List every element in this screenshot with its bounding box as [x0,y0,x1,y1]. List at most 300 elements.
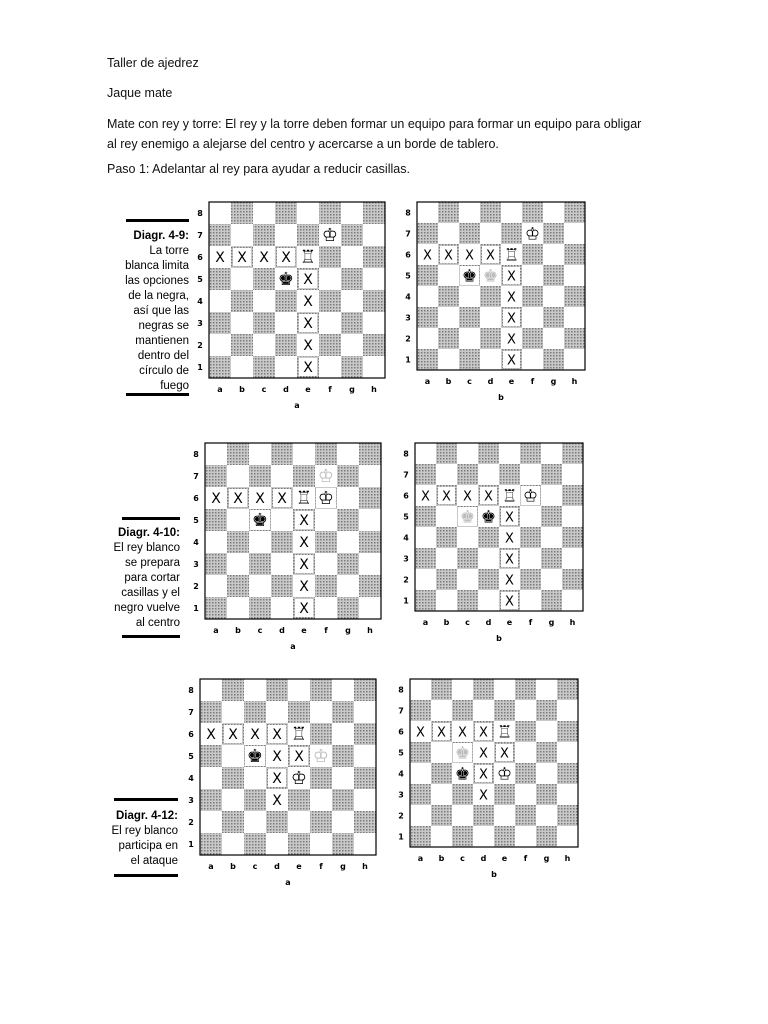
board-square [337,509,359,531]
board-square [520,590,541,611]
ghost-white-king-icon: ♔ [312,746,330,767]
board-square [436,443,457,464]
file-label: c [460,854,465,863]
x-mark: X [484,489,493,505]
step-1-text: Paso 1: Adelantar al rey para ayudar a reducir casillas. [107,162,410,176]
board-square [244,701,266,723]
chess-diagram-4-9-a [189,202,389,418]
board-square [332,767,354,789]
board-square [310,723,332,745]
file-label: f [319,862,323,871]
board-square [436,506,457,527]
board-square [543,286,564,307]
board-square [557,763,578,784]
board-square [564,202,585,223]
board-square [227,465,249,487]
board-square [410,763,431,784]
board-square [480,202,501,223]
board-square [564,223,585,244]
file-label: b [239,385,245,394]
black-king-icon: ♚ [480,507,497,528]
board-square [200,745,222,767]
board-square [249,597,271,619]
file-label: g [340,862,346,871]
caption-title: Diagr. 4-12: [116,810,178,822]
caption-line: mantienen [135,335,189,347]
board-square [297,202,319,224]
board-square [310,679,332,701]
white-rook-icon: ♖ [299,247,317,268]
board-square [332,811,354,833]
x-mark: X [479,767,488,783]
rank-label: 1 [405,355,411,365]
file-label: a [417,854,424,863]
file-label: d [279,626,285,635]
board-square [541,464,562,485]
diagram-sublabel: b [491,870,497,879]
board-square [536,679,557,700]
board-square [205,465,227,487]
caption-line: para cortar [124,572,180,584]
x-mark: X [303,338,313,354]
board-square [564,349,585,370]
board-square [354,723,376,745]
board-square [522,349,543,370]
board-square [341,334,363,356]
board-square [354,789,376,811]
file-label: d [283,385,289,394]
board-square [478,527,499,548]
board-square [436,590,457,611]
board-square [459,202,480,223]
board-square [205,531,227,553]
x-mark: X [479,788,488,804]
board-square [562,485,583,506]
board-square [478,569,499,590]
board-square [473,700,494,721]
board-square [249,531,271,553]
board-square [222,789,244,811]
board-square [431,805,452,826]
rank-label: 1 [403,596,409,606]
board-square [293,443,315,465]
file-label: h [371,385,377,394]
file-label: c [467,377,472,386]
white-rook-icon: ♖ [503,245,520,266]
x-mark: X [299,513,309,529]
board-square [310,811,332,833]
file-label: g [345,626,351,635]
board-square [288,833,310,855]
black-king-icon: ♚ [461,266,478,287]
board-square [231,290,253,312]
rank-label: 3 [403,554,409,564]
document-title: Taller de ajedrez [107,56,199,70]
board-square [209,290,231,312]
board-square [452,784,473,805]
board-square [332,745,354,767]
board-square [315,553,337,575]
x-mark: X [437,725,446,741]
file-label: h [362,862,368,871]
board-square [431,679,452,700]
x-mark: X [303,316,313,332]
caption-rule-bottom-1 [126,393,189,396]
rank-label: 7 [405,229,411,239]
x-mark: X [505,531,514,547]
caption-line: dentro del [137,350,189,362]
board-square [310,789,332,811]
file-label: f [528,618,533,627]
board-square [499,443,520,464]
board-square [266,833,288,855]
board-square [410,700,431,721]
caption-diagr-4-10 [104,526,180,631]
rank-label: 7 [403,470,409,480]
rank-label: 5 [193,516,199,525]
white-rook-icon: ♖ [501,486,518,507]
board-square [337,553,359,575]
rank-label: 7 [188,708,194,717]
board-square [478,548,499,569]
board-square [341,268,363,290]
board-square [536,742,557,763]
board-square [459,307,480,328]
file-label: e [301,626,307,635]
board-square [410,826,431,847]
board-square [244,833,266,855]
black-king-icon: ♚ [277,269,295,290]
board-square [359,553,381,575]
board-square [499,464,520,485]
x-mark: X [250,727,260,743]
black-king-icon: ♚ [246,746,264,767]
rank-label: 5 [398,748,404,758]
board-square [431,826,452,847]
board-square [562,569,583,590]
chess-diagram-4-12-b [390,679,582,887]
caption-line: círculo de [139,365,189,377]
board-square [319,290,341,312]
board-square [315,597,337,619]
file-label: b [443,618,450,627]
board-square [332,789,354,811]
board-square [515,805,536,826]
board-square [436,527,457,548]
rank-label: 2 [197,341,203,350]
board-square [337,575,359,597]
board-square [415,569,436,590]
board-square [363,202,385,224]
board-square [231,312,253,334]
board-square [337,597,359,619]
file-label: a [422,618,429,627]
board-square [543,244,564,265]
intro-paragraph [107,114,641,154]
caption-diagr-4-12 [98,809,178,869]
caption-rule-top-3 [114,798,178,801]
diagram-sublabel: b [498,393,504,402]
caption-line: las opciones [125,275,189,287]
board-square [415,548,436,569]
board-square [520,548,541,569]
x-mark: X [465,248,474,264]
rank-label: 8 [197,209,203,218]
board-square [337,487,359,509]
board-square [415,464,436,485]
board-square [541,590,562,611]
file-label: h [367,626,373,635]
board-square [480,328,501,349]
board-square [200,789,222,811]
board-square [341,312,363,334]
diagram-sublabel: a [290,642,296,651]
caption-line: El rey blanco [113,542,180,554]
board-square [363,312,385,334]
rank-label: 1 [398,832,404,842]
board-square [457,548,478,569]
board-square [275,224,297,246]
rank-label: 8 [193,450,199,459]
file-label: g [550,377,557,386]
board-square [209,224,231,246]
board-square [253,356,275,378]
board-square [227,553,249,575]
board-square [200,701,222,723]
board-square [457,464,478,485]
board-square [562,506,583,527]
board-square [275,290,297,312]
board-square [557,805,578,826]
file-label: c [252,862,258,871]
board-square [222,811,244,833]
white-rook-icon: ♖ [290,724,308,745]
intro-line-1: Mate con rey y torre: El rey y la torre deben formar un equipo para formar un equipo para obligar [107,117,642,131]
file-label: b [230,862,236,871]
board-square [410,805,431,826]
x-mark: X [505,573,514,589]
rank-label: 4 [188,774,194,783]
rank-label: 3 [193,560,199,569]
rank-label: 4 [193,538,199,547]
caption-line: negro vuelve [114,602,180,614]
board-square [332,833,354,855]
file-label: f [324,626,328,635]
black-king-icon: ♚ [251,510,269,531]
board-square [354,767,376,789]
file-label: d [485,618,492,627]
board-square [354,679,376,701]
board-square [541,485,562,506]
rank-label: 1 [188,840,194,849]
board-square [562,464,583,485]
board-square [354,745,376,767]
x-mark: X [255,491,265,507]
board-square [541,443,562,464]
board-square [536,721,557,742]
board-square [275,334,297,356]
board-square [564,307,585,328]
x-mark: X [272,771,282,787]
file-label: g [349,385,355,394]
board-square [310,701,332,723]
board-square [473,805,494,826]
board-square [438,307,459,328]
board-square [515,700,536,721]
rank-label: 8 [403,449,409,459]
board-square [515,763,536,784]
board-square [275,202,297,224]
caption-rule-bottom-3 [114,874,178,877]
rank-label: 2 [405,334,411,344]
diagram-sublabel: b [496,634,502,643]
caption-title: Diagr. 4-9: [133,230,189,242]
board-square [341,224,363,246]
rank-label: 6 [188,730,194,739]
rank-label: 6 [398,727,404,737]
board-square [244,811,266,833]
board-square [231,224,253,246]
x-mark: X [416,725,425,741]
board-square [520,443,541,464]
rank-label: 3 [398,790,404,800]
diagram-sublabel: a [294,401,300,410]
board-square [536,784,557,805]
board-square [438,328,459,349]
board-square [205,597,227,619]
file-label: e [508,377,515,386]
board-square [473,826,494,847]
board-square [227,575,249,597]
board-square [564,265,585,286]
file-label: h [564,854,571,863]
x-mark: X [463,489,472,505]
x-mark: X [303,360,313,376]
board-square [543,328,564,349]
file-label: e [506,618,513,627]
x-mark: X [479,725,488,741]
board-square [436,569,457,590]
x-mark: X [299,579,309,595]
board-square [337,465,359,487]
caption-line: blanca limita [125,260,189,272]
board-square [209,202,231,224]
board-square [359,531,381,553]
board-square [417,349,438,370]
board-square [515,826,536,847]
x-mark: X [303,272,313,288]
board-square [543,349,564,370]
rank-label: 4 [398,769,404,779]
board-square [363,224,385,246]
board-square [253,224,275,246]
board-square [541,506,562,527]
board-square [417,265,438,286]
board-square [438,286,459,307]
board-square [227,597,249,619]
rank-label: 5 [188,752,194,761]
x-mark: X [505,552,514,568]
caption-line: La torre [149,245,189,257]
board-square [522,328,543,349]
board-square [452,826,473,847]
rank-label: 8 [398,685,404,695]
x-mark: X [211,491,221,507]
board-square [438,349,459,370]
board-square [363,356,385,378]
board-square [222,767,244,789]
rank-label: 1 [197,363,203,372]
board-square [266,701,288,723]
board-square [337,531,359,553]
x-mark: X [237,250,247,266]
rank-label: 4 [403,533,409,543]
board-square [459,328,480,349]
x-mark: X [486,248,495,264]
caption-line: casillas y el [121,587,180,599]
board-square [275,312,297,334]
board-square [315,443,337,465]
rank-label: 8 [188,686,194,695]
board-square [459,223,480,244]
x-mark: X [421,489,430,505]
rank-label: 7 [197,231,203,240]
board-square [315,531,337,553]
board-square [231,334,253,356]
board-square [494,679,515,700]
board-square [520,569,541,590]
board-square [452,679,473,700]
board-square [209,312,231,334]
ghost-black-king-icon: ♚ [454,743,471,764]
board-square [249,465,271,487]
x-mark: X [299,557,309,573]
board-square [319,268,341,290]
board-square [319,312,341,334]
x-mark: X [233,491,243,507]
file-label: e [296,862,302,871]
board-square [253,290,275,312]
board-square [341,356,363,378]
board-square [222,745,244,767]
rank-label: 5 [403,512,409,522]
board-square [541,548,562,569]
file-label: a [424,377,431,386]
chess-diagram-4-12-a [180,679,380,895]
rank-label: 2 [403,575,409,585]
board-square [543,223,564,244]
file-label: f [530,377,535,386]
caption-line: fuego [160,380,189,392]
board-square [227,443,249,465]
board-square [363,290,385,312]
file-label: h [569,618,576,627]
file-label: f [328,385,332,394]
x-mark: X [507,353,516,369]
board-square [478,590,499,611]
board-square [319,356,341,378]
board-square [200,833,222,855]
board-square [244,789,266,811]
board-square [515,721,536,742]
board-square [480,286,501,307]
chess-diagram-4-9-b [397,202,589,410]
board-square [415,590,436,611]
x-mark: X [507,269,516,285]
board-square [319,246,341,268]
diagram-sublabel: a [285,878,291,887]
board-square [249,443,271,465]
